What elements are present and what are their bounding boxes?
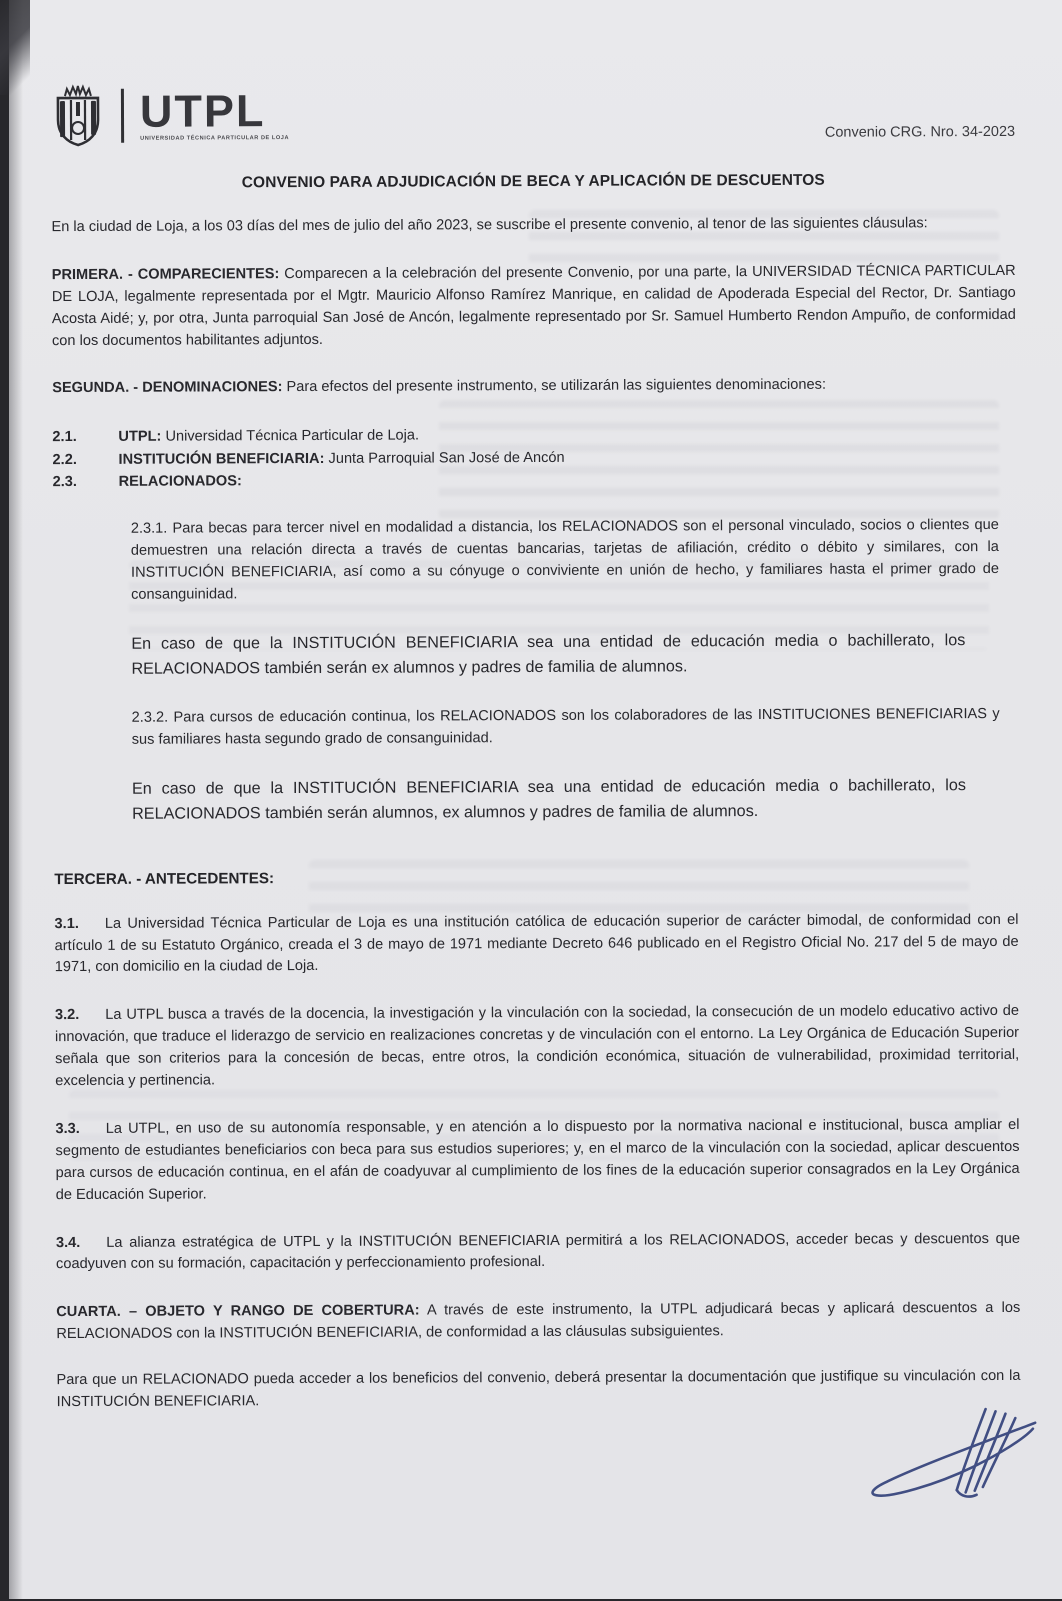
antecedente-text: La UTPL, en uso de su autonomía responsable, y en atención a lo dispuesto por la normativa nacional e institucional, busca ampliar el segmento de estudiantes beneficiarios con beca para sus estudios superiores; y, en el marco de la vinculación con la sociedad, aplicar descuentos para cursos de educación continua, en el afán de coadyuvar al cumplimiento de los fines de la educación superior consagrados en la Ley Orgánica de Educación Superior. (55, 1117, 1019, 1203)
definition-item (53, 467, 1017, 493)
document-title: CONVENIO PARA ADJUDICACIÓN DE BECA Y APLICACIÓN DE DESCUENTOS (51, 171, 1015, 193)
antecedente-3-1 (54, 910, 1018, 980)
subclause-2-3-1-note: En caso de que la INSTITUCIÓN BENEFICIARIA sea una entidad de educación media o bachillerato, los RELACIONADOS también serán ex alumnos y padres de familia de alumnos. (131, 629, 965, 682)
definition-term: UTPL: (118, 429, 161, 445)
logo-text: UTPL (140, 88, 289, 134)
antecedente-number: 3.2. (55, 1007, 79, 1023)
closing-paragraph: Para que un RELACIONADO pueda acceder a los beneficios del convenio, deberá presentar la documentación que justifique su vinculación con la INSTITUCIÓN BENEFICIARIA. (56, 1366, 1020, 1414)
clause-primera-text: Comparecen a la celebración del presente Convenio, por una parte, la UNIVERSIDAD TÉCNICA PARTICULAR DE LOJA, legalmente representada por el Mgtr. Mauricio Alfonso Ramírez Manrique, en calidad de Apoderada Especial del Rector, Dr. Santiago Acosta Aidé; y, por otra, Junta parroquial San José de Ancón, legalmente representado por Sr. Samuel Humberto Rendon Ampuño, de conformidad con los documentos habilitantes adjuntos. (52, 263, 1016, 349)
logo-divider (121, 89, 124, 143)
subclause-2-3-2-note: En caso de que la INSTITUCIÓN BENEFICIARIA sea una entidad de educación media o bachillerato, los RELACIONADOS también serán alumnos, ex alumnos y padres de familia de alumnos. (132, 774, 966, 827)
antecedente-3-2 (55, 1001, 1019, 1093)
antecedente-text: La Universidad Técnica Particular de Loja es una institución católica de educación superior de carácter bimodal, de conformidad con el artículo 1 de su Estatuto Orgánico, creada el 3 de mayo de 1971 mediante Decreto 646 publicado en el Registro Oficial No. 217 del 5 de mayo de 1971, con domicilio en la ciudad de Loja. (55, 912, 1019, 976)
antecedente-text: La alianza estratégica de UTPL y la INSTITUCIÓN BENEFICIARIA permitirá a los RELACIONADOS, acceder becas y descuentos que coadyuven con su formación, capacitación y perfeccionamiento profesional. (56, 1230, 1020, 1272)
clause-primera-heading: PRIMERA. - COMPARECIENTES: (52, 266, 280, 283)
definition-text: Junta Parroquial San José de Ancón (328, 449, 564, 466)
logo-tagline: UNIVERSIDAD TÉCNICA PARTICULAR DE LOJA (140, 136, 289, 142)
antecedente-number: 3.1. (55, 916, 79, 932)
utpl-logo (51, 83, 289, 148)
document-page (6, 0, 1062, 1601)
definition-number: 2.3. (53, 471, 119, 493)
definition-number: 2.1. (52, 426, 118, 448)
subclause-2-3-2: 2.3.2. Para cursos de educación continua, los RELACIONADOS son los colaboradores de las INSTITUCIONES BENEFICIARIAS y sus familiares hasta segundo grado de consanguinidad. (132, 704, 1000, 752)
clause-segunda-heading: SEGUNDA. - DENOMINACIONES: (52, 380, 282, 397)
antecedente-number: 3.4. (56, 1234, 80, 1250)
definition-text: Universidad Técnica Particular de Loja. (165, 428, 419, 445)
antecedente-text: La UTPL busca a través de la docencia, la investigación y la vinculación con la sociedad, la consecución de un modelo educativo activo de innovación, que traduce el liderazgo de servicio en realizaciones concretas y de vinculación con el entorno. La Ley Orgánica de Educación Superior señala que son criterios para la concesión de becas, entre otros, la condición económica, situación de vulnerabilidad, proximidad territorial, excelencia y pertinencia. (55, 1003, 1019, 1089)
clause-cuarta-heading: CUARTA. – OBJETO Y RANGO DE COBERTURA: (56, 1303, 419, 1321)
clause-tercera-heading: TERCERA. - ANTECEDENTES: (54, 867, 1018, 888)
document-header (51, 0, 1016, 148)
utpl-crest-icon (51, 84, 105, 148)
utpl-wordmark (140, 88, 289, 142)
definition-term: INSTITUCIÓN BENEFICIARIA: (118, 450, 324, 467)
clause-primera (52, 261, 1016, 353)
intro-paragraph: En la ciudad de Loja, a los 03 días del mes de julio del año 2023, se suscribe el presente convenio, al tenor de las siguientes cláusulas: (51, 213, 1015, 239)
handwritten-signature (864, 1395, 1046, 1513)
clause-segunda (52, 374, 1016, 400)
definition-number: 2.2. (52, 448, 118, 470)
antecedente-3-4 (56, 1228, 1020, 1276)
clause-segunda-text: Para efectos del presente instrumento, se utilizarán las siguientes denominaciones: (286, 377, 826, 395)
definition-term: RELACIONADOS: (119, 473, 242, 490)
definition-body (119, 467, 1017, 493)
clause-cuarta (56, 1298, 1020, 1346)
clause-cuarta-text: A través de este instrumento, la UTPL adjudicará becas y aplicará descuentos a los RELACIONADOS con la INSTITUCIÓN BENEFICIARIA, de conformidad a las cláusulas subsiguientes. (56, 1300, 1020, 1342)
antecedente-number: 3.3. (55, 1121, 79, 1137)
definitions-list (52, 422, 1016, 493)
antecedente-3-3 (55, 1115, 1019, 1207)
subclause-2-3-1: 2.3.1. Para becas para tercer nivel en modalidad a distancia, los RELACIONADOS son el personal vinculado, socios o clientes que demuestren una relación directa a través de cuentas bancarias, tarjetas de afiliación, crédito o débito y similares, con la INSTITUCIÓN BENEFICIARIA, así como a su cónyuge o conviviente en unión de hecho, y familiares hasta el primer grado de consanguinidad. (131, 515, 999, 606)
document-reference-number: Convenio CRG. Nro. 34-2023 (825, 124, 1015, 141)
